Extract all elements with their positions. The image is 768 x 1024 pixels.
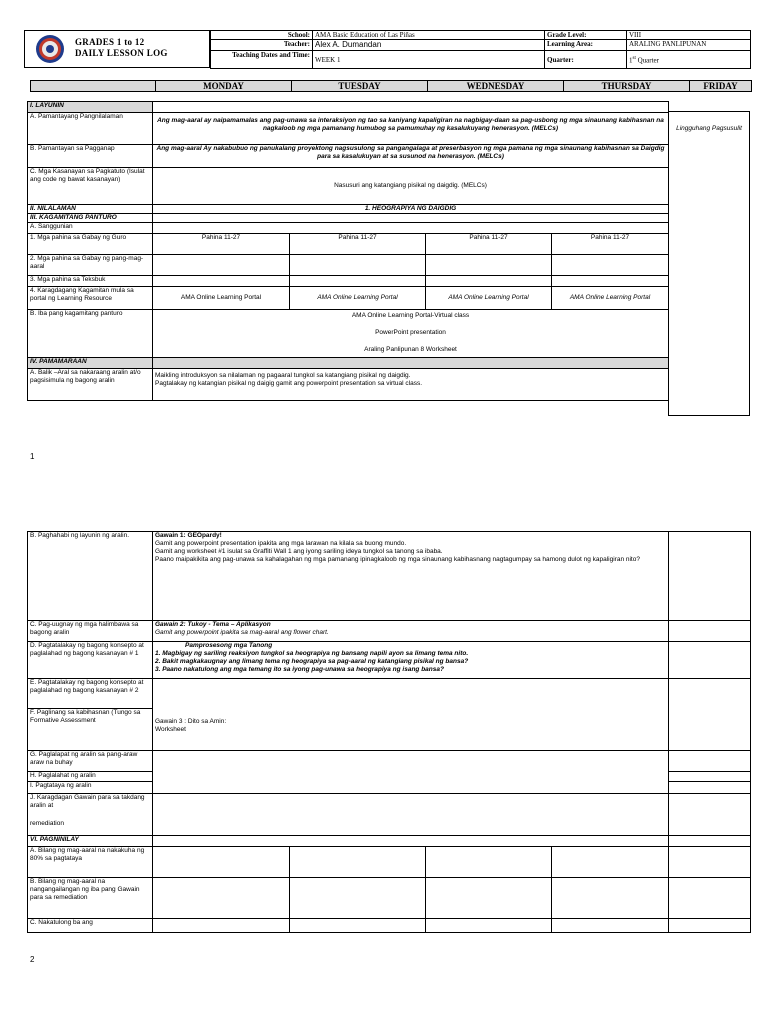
header-logo-box: [24, 30, 210, 68]
gawain1-line2: Gamit ang worksheet #1 isulat sa Graffiti Wall 1 ang iyong sariling ideya tungkol sa tanong sa ibaba.: [155, 548, 443, 555]
page-number-1: 1: [30, 452, 35, 461]
quarter-number: 1: [629, 56, 633, 65]
section-nilalaman: II. NILALAMAN: [28, 205, 153, 214]
pahina-monday: Pahina 11-27: [153, 234, 290, 255]
friday-pagtataya: [669, 782, 751, 794]
remediation-mon: [153, 878, 290, 919]
page-number-2: 2: [30, 955, 35, 964]
gawain1-line1: Gamit ang powerpoint presentation ipakita ang mga larawan na kilala sa buong mundo.: [155, 540, 407, 547]
question-2: 2. Bakit magkakaugnay ang limang tema ng heograpiya sa pag-aaral ng katangiang pisikal ng bansa?: [155, 658, 469, 665]
label-gabay-aaral: 2. Mga pahina sa Gabay ng pang-mag-aaral: [28, 255, 153, 276]
label-balik-aral: A. Balik –Aral sa nakaraang aralin at/o pagsisimula ng bagong aralin: [28, 369, 153, 401]
section-pagninilay: VI. PAGNINILAY: [28, 836, 153, 847]
label-gabay-guro: 1. Mga pahina sa Gabay ng Guro: [28, 234, 153, 255]
learning-area-value: ARALING PANLIPUNAN: [627, 40, 751, 51]
portal-monday: AMA Online Learning Portal: [153, 287, 290, 310]
deped-seal-icon: [35, 34, 65, 64]
nakatulong-thu: [552, 919, 669, 933]
karagdagan-line2: remediation: [30, 820, 64, 827]
lesson-table-page2: [27, 531, 751, 933]
label-pag-uugnay: C. Pag-uugnay ng mga halimbawa sa bagong aralin: [28, 621, 153, 642]
quarter-label: Quarter:: [545, 51, 627, 69]
remediation-thu: [552, 878, 669, 919]
quarter-suffix: st: [632, 55, 636, 61]
bilang-80-tue: [290, 847, 426, 878]
text-pamantayang-pangnilalaman: Ang mag-aaral ay naipamamalas ang pag-unawa sa interaksiyon ng tao sa kaniyang kapaligiran na nagbigay-daan sa pag-usbong ng mga sinaunang kabihasnan na nagkaloob ng mga pamanang humubog sa pamumuhay ng kasalukuyang henerasyon. (MELCs): [153, 113, 669, 145]
text-nilalaman: 1. HEOGRAPIYA NG DAIGDIG: [153, 205, 669, 214]
gawain3-title: Gawain 3 : Dito sa Amin:: [155, 717, 227, 725]
remediation-wed: [426, 878, 552, 919]
school-value: AMA Basic Education of Las Piñas: [313, 31, 545, 40]
pahina-wednesday: Pahina 11-27: [426, 234, 552, 255]
balik-aral-line1: Maikling introduksyon sa nilalaman ng pagaaral tungkol sa katangiang pisikal ng daigdig.: [155, 372, 411, 379]
pahina-tuesday: Pahina 11-27: [290, 234, 426, 255]
friday-karagdagan: [669, 794, 751, 836]
friday-pagtatalakay-1: [669, 642, 751, 679]
friday-pagninilay: [669, 836, 751, 847]
label-pagtataya: I. Pagtataya ng aralin: [28, 782, 153, 794]
learning-area-label: Learning Area:: [545, 40, 627, 51]
gawain1-cell: [153, 532, 669, 621]
sanggunian-blank: [153, 223, 669, 234]
friday-column-page1: [668, 111, 750, 416]
label-paghahabi: B. Paghahabi ng layunin ng aralin.: [28, 532, 153, 621]
gabay-aaral-wed: [426, 255, 552, 276]
label-paglinang: [28, 709, 153, 751]
iba-item-worksheet: Araling Panlipunan 8 Worksheet: [364, 346, 457, 353]
gabay-aaral-thu: [552, 255, 669, 276]
grade-level-label: Grade Level:: [545, 31, 627, 40]
gawain2-title: Gawain 2: Tukoy - Tema – Aplikasyon: [155, 621, 271, 628]
nakatulong-wed: [426, 919, 552, 933]
quarter-text: Quarter: [635, 56, 659, 65]
friday-lingguhang-pagsusulit: Lingguhang Pagsusulit: [676, 125, 742, 132]
text-pamantayan-pagganap: Ang mag-aaral Ay nakabubuo ng panukalang proyektong nagsusulong sa pangangalaga at preserbasyon ng mga pamana ng mga sinaunang kabihasnan sa Daigdig para sa kasalukuyan at sa susunod na henerasyon. (MELCs): [153, 145, 669, 168]
section-pamamaraan: IV. PAMAMARAAN: [28, 358, 153, 369]
balik-aral-cell: [153, 369, 669, 401]
portal-wednesday: AMA Online Learning Portal: [426, 287, 552, 310]
label-iba-pang-kagamitan: B. Iba pang kagamitang panturo: [28, 310, 153, 358]
teacher-value: Alex A. Dumandan: [313, 40, 545, 51]
friday-gawain3: [669, 679, 751, 751]
gabay-aaral-tue: [290, 255, 426, 276]
lesson-table-page1: [27, 101, 669, 401]
section-layunin: I. LAYUNIN: [28, 102, 153, 113]
teksbuk-wed: [426, 276, 552, 287]
paglinang-text: F. Paglinang sa kabihasnan (Tungo sa Formative Assessment: [30, 709, 141, 724]
iba-item-powerpoint: PowerPoint presentation: [375, 329, 446, 336]
text-kasanayan-pagkatuto: Nasusuri ang katangiang pisikal ng daigdig. (MELCs): [153, 168, 669, 205]
label-paglalapat: G. Paglalapat ng aralin sa pang-araw araw na buhay: [28, 751, 153, 772]
label-pamantayan-pagganap: B. Pamantayan sa Pagganap: [28, 145, 153, 168]
label-bilang-80: A. Bilang ng mag-aaral na nakakuha ng 80% sa pagtataya: [28, 847, 153, 878]
day-tuesday: TUESDAY: [292, 81, 428, 92]
label-kasanayan-pagkatuto: C. Mga Kasanayan sa Pagkatuto (Isulat ang code ng bawat kasanayan): [28, 168, 153, 205]
nakatulong-fri: [669, 919, 751, 933]
nakatulong-mon: [153, 919, 290, 933]
teksbuk-mon: [153, 276, 290, 287]
friday-pag-uugnay: [669, 621, 751, 642]
header-info-table: [210, 30, 751, 69]
label-nakatulong: C. Nakatulong ba ang: [28, 919, 153, 933]
teksbuk-thu: [552, 276, 669, 287]
kagamitan-blank: [153, 214, 669, 223]
header-title-line2: DAILY LESSON LOG: [75, 48, 168, 58]
remediation-fri: [669, 878, 751, 919]
label-pagtatalakay-2: E. Pagtatalakay ng bagong konsepto at paglalahad ng bagong kasanayan # 2: [28, 679, 153, 709]
friday-paglalapat: [669, 751, 751, 772]
gawain3-cell: [153, 679, 669, 751]
gawain1-line3: Paano maipakikita ang pag-unawa sa kahalagahan ng mga pamanang ipinagkaloob ng mga sinaunang kabihasnang nagtagumpay sa hamong dulot ng kapaligiran nito?: [155, 556, 640, 563]
teaching-dates-value: WEEK 1: [313, 51, 545, 69]
gabay-aaral-mon: [153, 255, 290, 276]
remediation-tue: [290, 878, 426, 919]
iba-item-portal: AMA Online Learning Portal-Virtual class: [351, 312, 470, 319]
teacher-label: Teacher:: [211, 40, 313, 51]
header-title-line1: GRADES 1 to 12: [75, 37, 145, 47]
label-teksbuk: 3. Mga pahina sa Teksbuk: [28, 276, 153, 287]
bilang-80-wed: [426, 847, 552, 878]
section-kagamitang-panturo: III. KAGAMITANG PANTURO: [28, 214, 153, 223]
balik-aral-line2: Pagtalakay ng katangian pisikal ng daigig gamit ang powerpoint presentation sa virtual class.: [155, 380, 423, 387]
karagdagan-blank: [153, 794, 669, 836]
iba-pang-kagamitan-cell: [153, 310, 669, 358]
grade-level-value: VIII: [627, 31, 751, 40]
question-3: 3. Paano nakatulong ang mga temang ito sa iyong pag-unawa sa heograpiya ng isang bansa?: [155, 666, 444, 673]
gawain2-text: Gamit ang powerpoint ipakita sa mag-aaral ang flower chart.: [155, 629, 329, 636]
day-header-row: [30, 80, 752, 92]
pamamaraan-blank: [153, 358, 669, 369]
pamprosesong-title: Pamprosesong mga Tanong: [185, 642, 273, 649]
gawain2-cell: [153, 621, 669, 642]
day-wednesday: WEDNESDAY: [428, 81, 564, 92]
bilang-80-thu: [552, 847, 669, 878]
portal-thursday: AMA Online Learning Portal: [552, 287, 669, 310]
paglalapat-blank: [153, 751, 669, 794]
nakatulong-tue: [290, 919, 426, 933]
label-pagtatalakay-1: D. Pagtatalakay ng bagong konsepto at paglalahad ng bagong kasanayan # 1: [28, 642, 153, 679]
portal-tuesday: AMA Online Learning Portal: [290, 287, 426, 310]
layunin-blank: [153, 102, 669, 113]
pahina-thursday: Pahina 11-27: [552, 234, 669, 255]
label-karagdagan-gawain: [28, 794, 153, 836]
bilang-80-fri: [669, 847, 751, 878]
day-monday: MONDAY: [156, 81, 292, 92]
friday-paghahabi: [669, 532, 751, 621]
gawain3-text: Worksheet: [155, 725, 186, 733]
friday-paglalahat: [669, 772, 751, 782]
quarter-value: [627, 51, 751, 69]
bilang-80-mon: [153, 847, 290, 878]
day-friday: FRIDAY: [690, 81, 752, 92]
school-label: School:: [211, 31, 313, 40]
label-bilang-remediation: B. Bilang ng mag-aaral na nangangailangan ng iba pang Gawain para sa remediation: [28, 878, 153, 919]
teksbuk-tue: [290, 276, 426, 287]
gawain1-title: Gawain 1: GEOpardy!: [155, 532, 222, 539]
pamprosesong-tanong-cell: [153, 642, 669, 679]
pagninilay-blank: [153, 836, 669, 847]
label-pamantayang-pangnilalaman: A. Pamantayang Pangnilalaman: [28, 113, 153, 145]
label-sanggunian: A. Sanggunian: [28, 223, 153, 234]
day-header-blank: [31, 81, 156, 92]
question-1: 1. Magbigay ng sariling reaksiyon tungkol sa heograpiya ng bansang napili ayon sa limang tema nito.: [155, 650, 469, 657]
karagdagan-line1: J. Karagdagan Gawain para sa takdang aralin at: [30, 794, 145, 809]
label-karagdagang-kagamitan: 4. Karagdagang Kagamitan mula sa portal ng Learning Resource: [28, 287, 153, 310]
label-paglalahat: H. Paglalahat ng aralin: [28, 772, 153, 782]
day-thursday: THURSDAY: [564, 81, 690, 92]
teaching-dates-label: Teaching Dates and Time:: [211, 51, 313, 69]
